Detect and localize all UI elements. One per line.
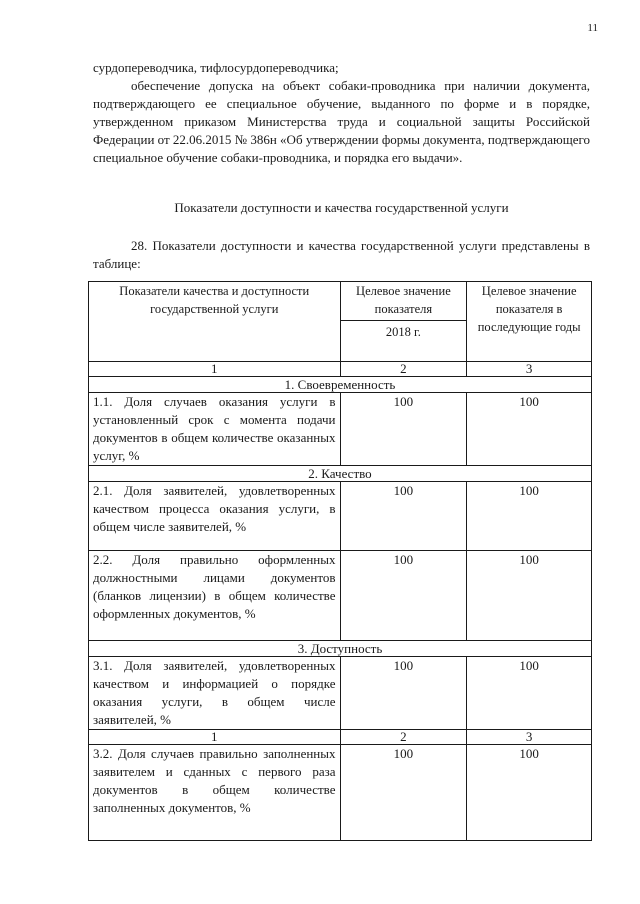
table-row: [89, 482, 592, 551]
value-2018: 100: [340, 551, 467, 641]
header-target-2018: [340, 282, 467, 362]
table-row: [89, 393, 592, 466]
group-row: [89, 466, 592, 482]
header-year: 2018 г.: [341, 320, 467, 341]
value-2018: 100: [340, 745, 467, 841]
value-next: 100: [467, 657, 592, 730]
value-next: 100: [467, 745, 592, 841]
table-row: [89, 745, 592, 841]
column-number: 3: [467, 730, 592, 745]
column-number: 3: [467, 362, 592, 377]
column-number: 1: [89, 730, 341, 745]
section-paragraph: 28. Показатели доступности и качества государственной услуги представлены в таблице:: [93, 238, 590, 271]
header-indicator: Показатели качества и доступности государственной услуги: [89, 282, 341, 362]
column-number: 1: [89, 362, 341, 377]
column-number-row: [89, 362, 592, 377]
value-2018: 100: [340, 482, 467, 551]
section-heading: Показатели доступности и качества государственной услуги: [174, 200, 509, 215]
table-header-row: [89, 282, 592, 362]
group-title: 2. Качество: [89, 466, 592, 482]
intro-line: сурдопереводчика, тифлосурдопереводчика;: [93, 60, 339, 75]
value-next: 100: [467, 551, 592, 641]
value-2018: 100: [340, 393, 467, 466]
group-title: 1. Своевременность: [89, 377, 592, 393]
intro-text: [93, 59, 590, 167]
table-row: [89, 551, 592, 641]
value-2018: 100: [340, 657, 467, 730]
indicator-text: 3.1. Доля заявителей, удовлетворенных качеством и информацией о порядке оказания услуги, в общем числе заявителей, %: [89, 657, 341, 730]
group-row: [89, 641, 592, 657]
indicator-text: 2.1. Доля заявителей, удовлетворенных качеством процесса оказания услуги, в общем числе заявителей, %: [89, 482, 341, 551]
table-row: [89, 657, 592, 730]
value-next: 100: [467, 482, 592, 551]
indicator-text: 1.1. Доля случаев оказания услуги в установленный срок с момента подачи документов в общем количестве оказанных услуг, %: [89, 393, 341, 466]
column-number: 2: [340, 362, 467, 377]
group-row: [89, 377, 592, 393]
group-title: 3. Доступность: [89, 641, 592, 657]
column-number-row: [89, 730, 592, 745]
indicator-text: 3.2. Доля случаев правильно заполненных заявителем и сданных с первого раза документов в общем количестве заполненных документов, %: [89, 745, 341, 841]
indicator-text: 2.2. Доля правильно оформленных должностными лицами документов (бланков лицензии) в общем количестве оформленных документов, %: [89, 551, 341, 641]
page-number: 11: [587, 22, 598, 34]
indicators-table: [88, 281, 592, 841]
intro-paragraph: обеспечение допуска на объект собаки-проводника при наличии документа, подтверждающего ее специальное обучение, выданного по форме и в порядке, утвержденном приказом Министерства труда и социальной защиты Российской Федерации от 22.06.2015 № 386н «Об утверждении формы документа, подтверждающего специальное обучение собаки-проводника, и порядка его выдачи».: [93, 78, 590, 165]
column-number: 2: [340, 730, 467, 745]
header-target-next: Целевое значение показателя в последующие годы: [467, 282, 592, 362]
value-next: 100: [467, 393, 592, 466]
header-target-label: Целевое значение показателя: [356, 284, 451, 316]
